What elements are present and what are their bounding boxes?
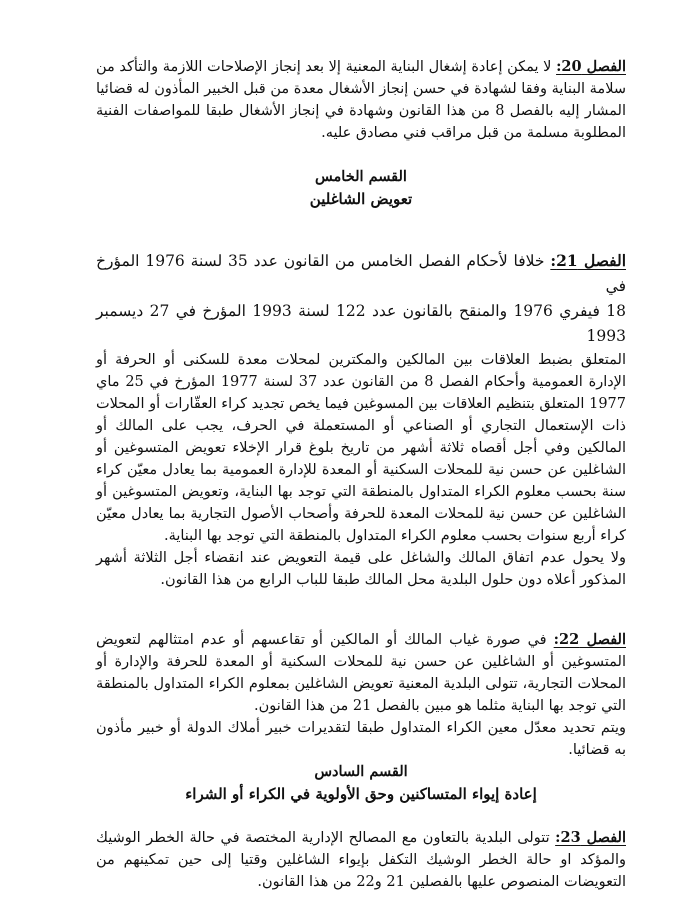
article-22 [96, 629, 626, 717]
article-21-text2: ولا يحول عدم اتفاق المالك والشاغل على قيمة التعويض عند انقضاء أجل الثلاثة أشهر المذكور أعلاه دون حلول البلدية محل المالك طبقا للباب الرابع من هذا القانون. [96, 550, 626, 588]
article-21-text: المتعلق بضبط العلاقات بين المالكين والمكترين لمحلات معدة للسكنى أو الحرفة أو الإدارة العمومية وأحكام الفصل 8 من القانون عدد 37 لسنة 1977 المؤرخ في 25 ماي 1977 المتعلق بتنظيم العلاقات بين المسوغين فيما يخص تجديد كراء العقّارات أو المحلات ذات الإستعمال التجاري أو الصناعي أو المستعملة في الحرف، يجب على المالك أو المالكين وفي أجل أقصاه ثلاثة أشهر من تاريخ بلوغ قرار الإخلاء تعويض المتسوغين أو الشاغلين عن حسن نية للمحلات السكنية أو المعدة للإدارة العمومية بما يعادل معيّن كراء سنة بحسب معلوم الكراء المتداول بالمنطقة التي توجد بها البناية، وتعويض المتسوغين أو الشاغلين عن حسن نية للمحلات المعدة للحرفة وأصحاب الأصول التجارية بما يعادل معيّن كراء أربع سنوات بحسب معلوم الكراء المتداول بالمنطقة التي توجد بها البناية. [96, 352, 626, 544]
section-6-subtitle: إعادة إيواء المتساكنين وحق الأولوية في الكراء أو الشراء [185, 785, 537, 803]
article-21-first-line [96, 248, 626, 299]
article-21-line2: 18 فيفري 1976 والمنقح بالقانون عدد 122 لسنة 1993 المؤرخ في 27 ديسمبر 1993 [96, 302, 626, 345]
article-23-text: تتولى البلدية بالتعاون مع المصالح الإدارية المختصة في حالة الخطر الوشيك والمؤكد او حالة الخطر الوشيك التكفل بإيواء الشاغلين وقتيا إلى حين تمكينهم من التعويضات المنصوص عليها بالفصلين 21 و22 من هذا القانون. [96, 830, 626, 890]
article-21-line1: خلافا لأحكام الفصل الخامس من القانون عدد 35 لسنة 1976 المؤرخ في [96, 252, 626, 295]
section-5-subtitle: تعويض الشاغلين [309, 190, 413, 208]
document-page [96, 56, 626, 893]
article-21-label: الفصل 21: [550, 251, 627, 270]
article-20-text: لا يمكن إعادة إشغال البناية المعنية إلا بعد إنجاز الإصلاحات اللازمة والتأكد من سلامة البناية وفقا لشهادة في حسن إنجاز الأشغال معدة من قبل الخبير المأذون له قضائيا المشار إليه بالفصل 8 من هذا القانون وشهادة في إنجاز الأشغال طبقا للمواصفات الفنية المطلوبة مسلمة من قبل مراقب فني مصادق عليه. [96, 59, 627, 141]
article-22-label: الفصل 22: [553, 631, 626, 648]
article-23-label: الفصل 23: [555, 829, 626, 846]
article-20-label: الفصل 20: [556, 58, 626, 75]
article-22-text: في صورة غياب المالك أو المالكين أو تقاعسهم أو عدم امتثالهم لتعويض المتسوغين أو الشاغلين عن حسن نية للمحلات السكنية أو المعدة للحرفة والإدارة أو المحلات التجارية، تتولى البلدية المعنية تعويض الشاغلين بمعلوم الكراء المتداول بالمنطقة التي توجد بها البناية مثلما هو مبين بالفصل 21 من هذا القانون. [96, 632, 626, 714]
article-23 [96, 827, 626, 893]
section-5-title: القسم الخامس [315, 168, 407, 185]
article-22-text2: ويتم تحديد معدّل معين الكراء المتداول طبقا لتقديرات خبير أملاك الدولة أو خبير مأذون به قضائيا. [96, 720, 626, 758]
article-20 [96, 56, 626, 144]
section-6-title: القسم السادس [314, 763, 408, 780]
